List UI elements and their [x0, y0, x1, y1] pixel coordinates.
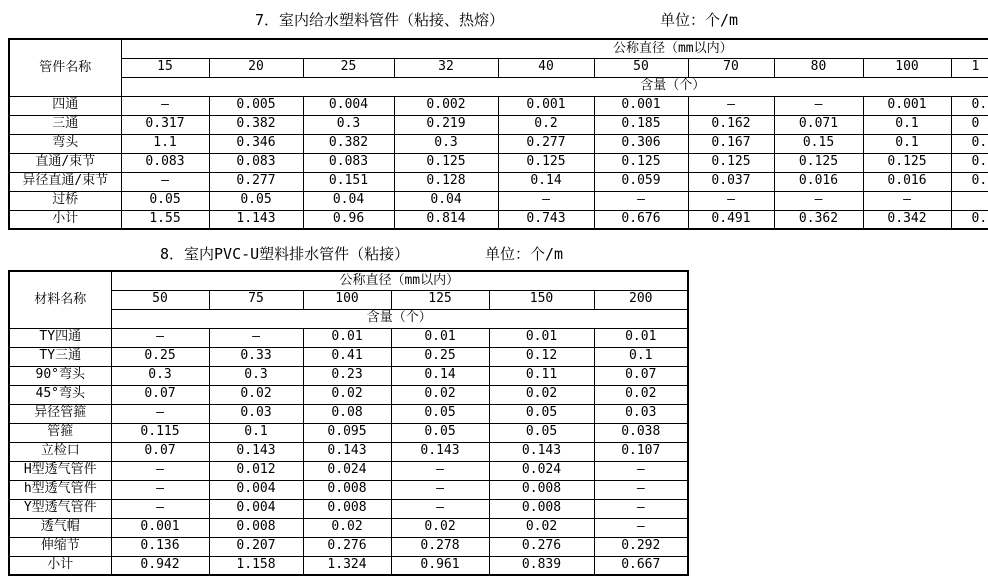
cell-value: 0.016: [863, 172, 951, 191]
row-label: 管箍: [9, 423, 111, 442]
cell-value: 0.125: [688, 153, 774, 172]
row-label: 直通/束节: [9, 153, 121, 172]
cell-value: 0.: [951, 172, 988, 191]
cell-value: 0.02: [209, 385, 303, 404]
cell-value: 0.676: [594, 210, 688, 229]
cell-value: 0.08: [303, 404, 391, 423]
cell-value: 0.05: [391, 423, 489, 442]
table-row: [9, 480, 688, 499]
row-label: 90°弯头: [9, 366, 111, 385]
cell-value: 0.071: [774, 115, 863, 134]
cell-value: 0.: [951, 96, 988, 115]
table-row: [9, 461, 688, 480]
cell-value: 0.083: [209, 153, 303, 172]
table-row: [9, 442, 688, 461]
cell-value: 0.143: [391, 442, 489, 461]
row-label: 异径直通/束节: [9, 172, 121, 191]
row-label: 伸缩节: [9, 537, 111, 556]
cell-value: 0.162: [688, 115, 774, 134]
cell-value: 0.25: [111, 347, 209, 366]
cell-value: 0.07: [594, 366, 688, 385]
pvc-u-drainage-fittings-table: [8, 270, 689, 576]
size-header: 125: [391, 290, 489, 309]
size-header: 75: [209, 290, 303, 309]
cell-value: 0.107: [594, 442, 688, 461]
table-row: [9, 191, 988, 210]
cell-value: –: [688, 191, 774, 210]
cell-value: –: [594, 191, 688, 210]
cell-value: –: [774, 191, 863, 210]
cell-value: 0.306: [594, 134, 688, 153]
row-label: 小计: [9, 556, 111, 575]
cell-value: –: [111, 461, 209, 480]
cell-value: 0.02: [489, 385, 594, 404]
table-row: [9, 134, 988, 153]
size-header: 100: [863, 58, 951, 77]
cell-value: 0.004: [209, 499, 303, 518]
table-row: [9, 210, 988, 229]
table-header-row: [9, 39, 988, 58]
table2-content-header: 含量（个）: [111, 309, 688, 328]
cell-value: 0.278: [391, 537, 489, 556]
cell-value: 0.342: [863, 210, 951, 229]
cell-value: 0.083: [121, 153, 209, 172]
cell-value: 0.04: [394, 191, 498, 210]
cell-value: 0.083: [303, 153, 394, 172]
cell-value: 0.839: [489, 556, 594, 575]
cell-value: 0.346: [209, 134, 303, 153]
cell-value: –: [391, 499, 489, 518]
cell-value: 0.961: [391, 556, 489, 575]
cell-value: 0.008: [303, 499, 391, 518]
size-header: 1: [951, 58, 988, 77]
table2-title: 8．室内PVC-U塑料排水管件（粘接）: [160, 245, 410, 263]
cell-value: –: [111, 480, 209, 499]
table-row: [9, 537, 688, 556]
cell-value: 1.143: [209, 210, 303, 229]
cell-value: 0.002: [394, 96, 498, 115]
cell-value: 0.277: [209, 172, 303, 191]
cell-value: 0.02: [391, 518, 489, 537]
cell-value: 0.125: [774, 153, 863, 172]
row-label: H型透气管件: [9, 461, 111, 480]
size-header: 50: [594, 58, 688, 77]
cell-value: 0.: [951, 134, 988, 153]
cell-value: 0.276: [489, 537, 594, 556]
table1-title: 7．室内给水塑料管件（粘接、热熔）: [255, 11, 505, 29]
cell-value: 0.276: [303, 537, 391, 556]
cell-value: 0.167: [688, 134, 774, 153]
cell-value: [951, 191, 988, 210]
cell-value: –: [594, 480, 688, 499]
cell-value: 0.04: [303, 191, 394, 210]
size-header: 15: [121, 58, 209, 77]
cell-value: 0.1: [863, 115, 951, 134]
cell-value: –: [111, 404, 209, 423]
cell-value: 0.125: [863, 153, 951, 172]
cell-value: 0.008: [489, 499, 594, 518]
row-label: 过桥: [9, 191, 121, 210]
cell-value: –: [774, 96, 863, 115]
table1-diameter-header: 公称直径（mm以内）: [121, 39, 988, 58]
cell-value: 0.185: [594, 115, 688, 134]
size-header: 20: [209, 58, 303, 77]
cell-value: –: [111, 499, 209, 518]
cell-value: 0.15: [774, 134, 863, 153]
cell-value: 0.008: [209, 518, 303, 537]
cell-value: 0.125: [498, 153, 594, 172]
row-label: 四通: [9, 96, 121, 115]
row-label: TY三通: [9, 347, 111, 366]
cell-value: 0.008: [303, 480, 391, 499]
table-row: [9, 328, 688, 347]
size-header: 80: [774, 58, 863, 77]
table-row: [9, 499, 688, 518]
cell-value: 0.3: [111, 366, 209, 385]
cell-value: 0.3: [209, 366, 303, 385]
cell-value: 0.12: [489, 347, 594, 366]
cell-value: 0.219: [394, 115, 498, 134]
cell-value: 0.024: [303, 461, 391, 480]
cell-value: 0.1: [594, 347, 688, 366]
table-row: [9, 423, 688, 442]
cell-value: 0.33: [209, 347, 303, 366]
row-label: 透气帽: [9, 518, 111, 537]
cell-value: –: [111, 328, 209, 347]
cell-value: 0.038: [594, 423, 688, 442]
cell-value: –: [688, 96, 774, 115]
cell-value: 0.01: [391, 328, 489, 347]
table1-content-header: 含量（个）: [121, 77, 988, 96]
cell-value: 1.1: [121, 134, 209, 153]
cell-value: 0.96: [303, 210, 394, 229]
cell-value: 0.001: [594, 96, 688, 115]
cell-value: 0.317: [121, 115, 209, 134]
cell-value: 0.942: [111, 556, 209, 575]
cell-value: –: [594, 518, 688, 537]
cell-value: 0.382: [209, 115, 303, 134]
cell-value: 0.03: [594, 404, 688, 423]
cell-value: –: [391, 461, 489, 480]
table-row: [9, 366, 688, 385]
cell-value: 0.362: [774, 210, 863, 229]
cell-value: 0.143: [489, 442, 594, 461]
cell-value: 0.016: [774, 172, 863, 191]
row-label: TY四通: [9, 328, 111, 347]
cell-value: 0.207: [209, 537, 303, 556]
cell-value: 1.158: [209, 556, 303, 575]
size-header: 32: [394, 58, 498, 77]
table-row: [9, 385, 688, 404]
cell-value: 0.02: [594, 385, 688, 404]
cell-value: 0.07: [111, 442, 209, 461]
row-label: Y型透气管件: [9, 499, 111, 518]
table-header-row: [9, 77, 988, 96]
size-header: 100: [303, 290, 391, 309]
cell-value: 0.: [951, 210, 988, 229]
row-label: 弯头: [9, 134, 121, 153]
cell-value: 0.277: [498, 134, 594, 153]
cell-value: 0.2: [498, 115, 594, 134]
table2-diameter-header: 公称直径（mm以内）: [111, 271, 688, 290]
cell-value: –: [121, 172, 209, 191]
table2-unit-label: 单位：个/m: [485, 245, 564, 263]
cell-value: 0.125: [394, 153, 498, 172]
cell-value: 0.05: [489, 404, 594, 423]
cell-value: 0.095: [303, 423, 391, 442]
cell-value: 0.05: [209, 191, 303, 210]
cell-value: –: [121, 96, 209, 115]
cell-value: 0.1: [209, 423, 303, 442]
row-label: 异径管箍: [9, 404, 111, 423]
cell-value: 0.3: [394, 134, 498, 153]
cell-value: 0.151: [303, 172, 394, 191]
cell-value: –: [209, 328, 303, 347]
row-label: 小计: [9, 210, 121, 229]
cell-value: 0.059: [594, 172, 688, 191]
cell-value: 0.: [951, 153, 988, 172]
cell-value: 0.004: [209, 480, 303, 499]
table-row: [9, 518, 688, 537]
cell-value: 0.128: [394, 172, 498, 191]
cell-value: 0.23: [303, 366, 391, 385]
cell-value: 0.008: [489, 480, 594, 499]
table2-corner-label: 材料名称: [9, 271, 111, 328]
cell-value: 0.11: [489, 366, 594, 385]
cell-value: 0.001: [498, 96, 594, 115]
cell-value: 0.02: [303, 518, 391, 537]
cell-value: 0.14: [391, 366, 489, 385]
cell-value: 0: [951, 115, 988, 134]
cell-value: 0.667: [594, 556, 688, 575]
cell-value: 1.324: [303, 556, 391, 575]
cell-value: 0.3: [303, 115, 394, 134]
cell-value: 0.814: [394, 210, 498, 229]
cell-value: 0.001: [111, 518, 209, 537]
row-label: 立检口: [9, 442, 111, 461]
table-size-row: [9, 290, 688, 309]
table-header-row: [9, 309, 688, 328]
cell-value: 0.143: [209, 442, 303, 461]
size-header: 70: [688, 58, 774, 77]
cell-value: 0.004: [303, 96, 394, 115]
table-row: [9, 172, 988, 191]
cell-value: –: [594, 499, 688, 518]
cell-value: 0.25: [391, 347, 489, 366]
size-header: 40: [498, 58, 594, 77]
cell-value: –: [498, 191, 594, 210]
size-header: 200: [594, 290, 688, 309]
cell-value: 0.1: [863, 134, 951, 153]
size-header: 50: [111, 290, 209, 309]
cell-value: 0.03: [209, 404, 303, 423]
cell-value: 0.01: [594, 328, 688, 347]
cell-value: 0.024: [489, 461, 594, 480]
cell-value: –: [863, 191, 951, 210]
cell-value: 0.01: [303, 328, 391, 347]
table-row: [9, 404, 688, 423]
water-supply-fittings-table: [8, 38, 988, 230]
cell-value: 0.005: [209, 96, 303, 115]
cell-value: 0.05: [489, 423, 594, 442]
table-header-row: [9, 271, 688, 290]
cell-value: –: [594, 461, 688, 480]
cell-value: 0.41: [303, 347, 391, 366]
row-label: h型透气管件: [9, 480, 111, 499]
row-label: 三通: [9, 115, 121, 134]
cell-value: 0.02: [489, 518, 594, 537]
table-row: [9, 153, 988, 172]
size-header: 25: [303, 58, 394, 77]
cell-value: 0.012: [209, 461, 303, 480]
row-label: 45°弯头: [9, 385, 111, 404]
cell-value: 0.037: [688, 172, 774, 191]
size-header: 150: [489, 290, 594, 309]
table1-unit-label: 单位：个/m: [660, 11, 739, 29]
cell-value: 0.743: [498, 210, 594, 229]
cell-value: 0.07: [111, 385, 209, 404]
cell-value: 0.001: [863, 96, 951, 115]
cell-value: 0.05: [391, 404, 489, 423]
cell-value: 0.382: [303, 134, 394, 153]
cell-value: 0.143: [303, 442, 391, 461]
table1-corner-label: 管件名称: [9, 39, 121, 96]
table-row: [9, 347, 688, 366]
table-row: [9, 96, 988, 115]
cell-value: 0.02: [391, 385, 489, 404]
cell-value: 0.125: [594, 153, 688, 172]
cell-value: 0.05: [121, 191, 209, 210]
cell-value: 0.115: [111, 423, 209, 442]
cell-value: 0.292: [594, 537, 688, 556]
cell-value: 0.136: [111, 537, 209, 556]
cell-value: 0.491: [688, 210, 774, 229]
table-size-row: [9, 58, 988, 77]
cell-value: 0.14: [498, 172, 594, 191]
cell-value: –: [391, 480, 489, 499]
table-row: [9, 115, 988, 134]
cell-value: 0.02: [303, 385, 391, 404]
cell-value: 1.55: [121, 210, 209, 229]
cell-value: 0.01: [489, 328, 594, 347]
table-row: [9, 556, 688, 575]
